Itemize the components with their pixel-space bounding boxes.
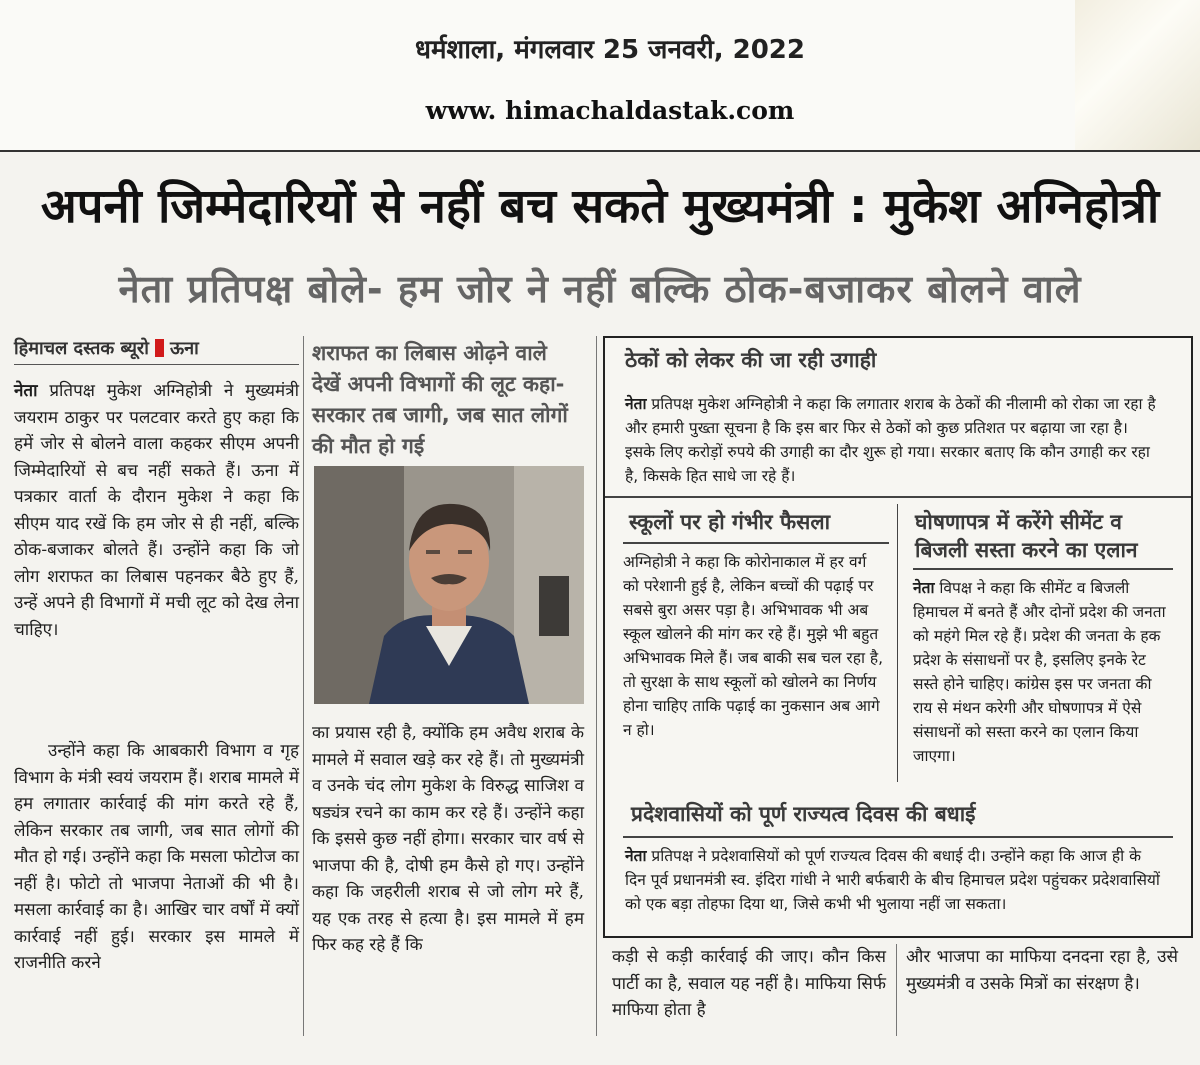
box-column-divider	[897, 504, 898, 782]
website-url: www. himachaldastak.com	[425, 96, 795, 125]
byline-marker	[155, 339, 164, 357]
column1-para2	[14, 738, 299, 977]
article-text: प्रतिपक्ष मुकेश अग्निहोत्री ने मुख्यमंत्री जयराम ठाकुर पर पलटवार करते हुए कहा कि हमें जोर से बोलने वाला कहकर सीएम अपनी जिम्मेदारियों से बच नहीं सकते हैं। ऊना में पत्रकार वार्ता के दौरान मुकेश ने कहा कि सीएम याद रखें कि हम जोर से ही नहीं, बल्कि ठोक-बजाकर बोलते हैं। उन्होंने कहा कि जो लोग शराफत का लिबास पहनकर बैठे हुए हैं, उन्हें अपने ही विभागों में मची लूट को देख लेना चाहिए।	[14, 381, 299, 640]
paper-fold	[1075, 0, 1200, 150]
sidebar-box	[603, 336, 1193, 938]
box-heading-1: ठेकों को लेकर की जा रही उगाही	[625, 348, 877, 372]
header-rule	[0, 150, 1200, 152]
box-text-2: अग्निहोत्री ने कहा कि कोरोनाकाल में हर वर्ग को परेशानी हुई है, लेकिन बच्चों की पढ़ाई पर सबसे बुरा असर पड़ा है। अभिभावक भी अब स्कूल खोलने की मांग कर रहे हैं। मुझे भी बहुत अभिभावक मिले हैं। जब बाकी सब चल रहा है, तो सुरक्षा के साथ स्कूलों को खोलने का निर्णय होना चाहिए ताकि पढ़ाई का नुकसान अब आगे न हो।	[623, 553, 884, 739]
masthead	[0, 0, 1200, 150]
box-heading-4: प्रदेशवासियों को पूर्ण राज्यत्व दिवस की बधाई	[631, 802, 976, 826]
column2	[312, 720, 584, 959]
lead-word: नेता	[14, 381, 38, 401]
byline-place: ऊना	[169, 338, 199, 359]
lead-word: नेता	[625, 395, 647, 413]
column-divider	[596, 336, 597, 1036]
box-text: विपक्ष ने कहा कि सीमेंट व बिजली हिमाचल में बनते हैं और दोनों प्रदेश की जनता को महंगे मिल रहे हैं। प्रदेश की जनता के हक प्रदेश के संसाधनों पर है, इसलिए इनके रेट सस्ते होने चाहिए। कांग्रेस इस पर जनता की राय से मंथन करेगी और घोषणापत्र में ऐसे संसाधनों को सस्ता करने का एलान किया जाएगा।	[913, 579, 1166, 765]
box-text-3	[913, 576, 1173, 768]
box-text-1	[625, 392, 1161, 488]
column-divider	[303, 336, 304, 1036]
lead-word: नेता	[625, 847, 647, 865]
article-text: और भाजपा का माफिया दनदना रहा है, उसे मुख्यमंत्री व उसके मित्रों का संरक्षण है।	[906, 947, 1178, 994]
heading-underline	[623, 836, 1173, 838]
date-line: धर्मशाला, मंगलवार 25 जनवरी, 2022	[414, 35, 805, 65]
box-heading-2: स्कूलों पर हो गंभीर फैसला	[629, 510, 831, 534]
column1-para1	[14, 378, 299, 643]
heading-underline	[913, 568, 1173, 570]
column-divider	[896, 944, 897, 1036]
article-text: का प्रयास रही है, क्योंकि हम अवैध शराब के मामले में सवाल खड़े कर रहे हैं। तो मुख्यमंत्री व उनके चंद लोग मुकेश के विरुद्ध साजिश व षड्यंत्र रचने का काम कर रहे हैं। उन्होंने कहा कि इससे कुछ नहीं होगा। सरकार चार वर्ष से भाजपा की है, दोषी हम कैसे हो गए। उन्होंने कहा कि जहरीली शराब से जो लोग मरे हैं, यह एक तरह से हत्या है। इस मामले में हम फिर कह रहे हैं कि	[312, 723, 584, 955]
column3-left	[612, 944, 886, 1024]
box-divider	[605, 496, 1191, 498]
heading-underline	[623, 542, 889, 544]
pull-quote: शराफत का लिबास ओढ़ने वाले देखें अपनी विभागों की लूट कहा- सरकार तब जागी, जब सात लोगों की मौत हो गई	[312, 341, 568, 458]
byline-agency: हिमाचल दस्तक ब्यूरो	[14, 338, 149, 359]
lead-word: नेता	[913, 579, 935, 597]
photo-illustration	[314, 466, 584, 704]
byline	[14, 336, 299, 365]
news-photo	[314, 466, 584, 704]
box-heading-3: घोषणापत्र में करेंगे सीमेंट व बिजली सस्ता करने का एलान	[915, 510, 1138, 562]
box-text: प्रतिपक्ष मुकेश अग्निहोत्री ने कहा कि लगातार शराब के ठेकों की नीलामी को रोका जा रहा है और हमारी पुख्ता सूचना है कि इस बार फिर से ठेकों को कुछ प्रतिशत पर बढ़ाया जा रहा है। इसके लिए करोड़ों रुपये की उगाही का दौर शुरू हो गया। सरकार बताए कि कौन उगाही कर रहा है, किसके हित साधे जा रहे हैं।	[625, 395, 1156, 485]
article-text: उन्होंने कहा कि आबकारी विभाग व गृह विभाग के मंत्री स्वयं जयराम हैं। शराब मामले में हम लगातार कार्रवाई की मांग करते रहे हैं, लेकिन सरकार तब जागी, जब सात लोगों की मौत हो गई। उन्होंने कहा कि मसला फोटोज का नहीं है। फोटो तो भाजपा नेताओं की भी है। मसला कार्रवाई का है। आखिर चार वर्षों में क्यों कार्रवाई नहीं हुई। सरकार इस मामले में राजनीति करने	[14, 741, 299, 973]
box-text-4	[625, 844, 1161, 916]
headline: अपनी जिम्मेदारियों से नहीं बच सकते मुख्यमंत्री : मुकेश अग्निहोत्री	[40, 179, 1160, 234]
subheadline: नेता प्रतिपक्ष बोले- हम जोर ने नहीं बल्कि ठोक-बजाकर बोलने वाले	[118, 267, 1082, 311]
box-text: प्रतिपक्ष ने प्रदेशवासियों को पूर्ण राज्यत्व दिवस की बधाई दी। उन्होंने कहा कि आज ही के दिन पूर्व प्रधानमंत्री स्व. इंदिरा गांधी ने भारी बर्फबारी के बीच हिमाचल प्रदेश पहुंचकर प्रदेशवासियों को एक बड़ा तोहफा दिया था, जिसे कभी भी भुलाया नहीं जा सकता।	[625, 847, 1160, 913]
article-text: कड़ी से कड़ी कार्रवाई की जाए। कौन किस पार्टी का है, सवाल यह नहीं है। माफिया सिर्फ माफिया होता है	[612, 947, 886, 1020]
column3-right	[906, 944, 1178, 997]
